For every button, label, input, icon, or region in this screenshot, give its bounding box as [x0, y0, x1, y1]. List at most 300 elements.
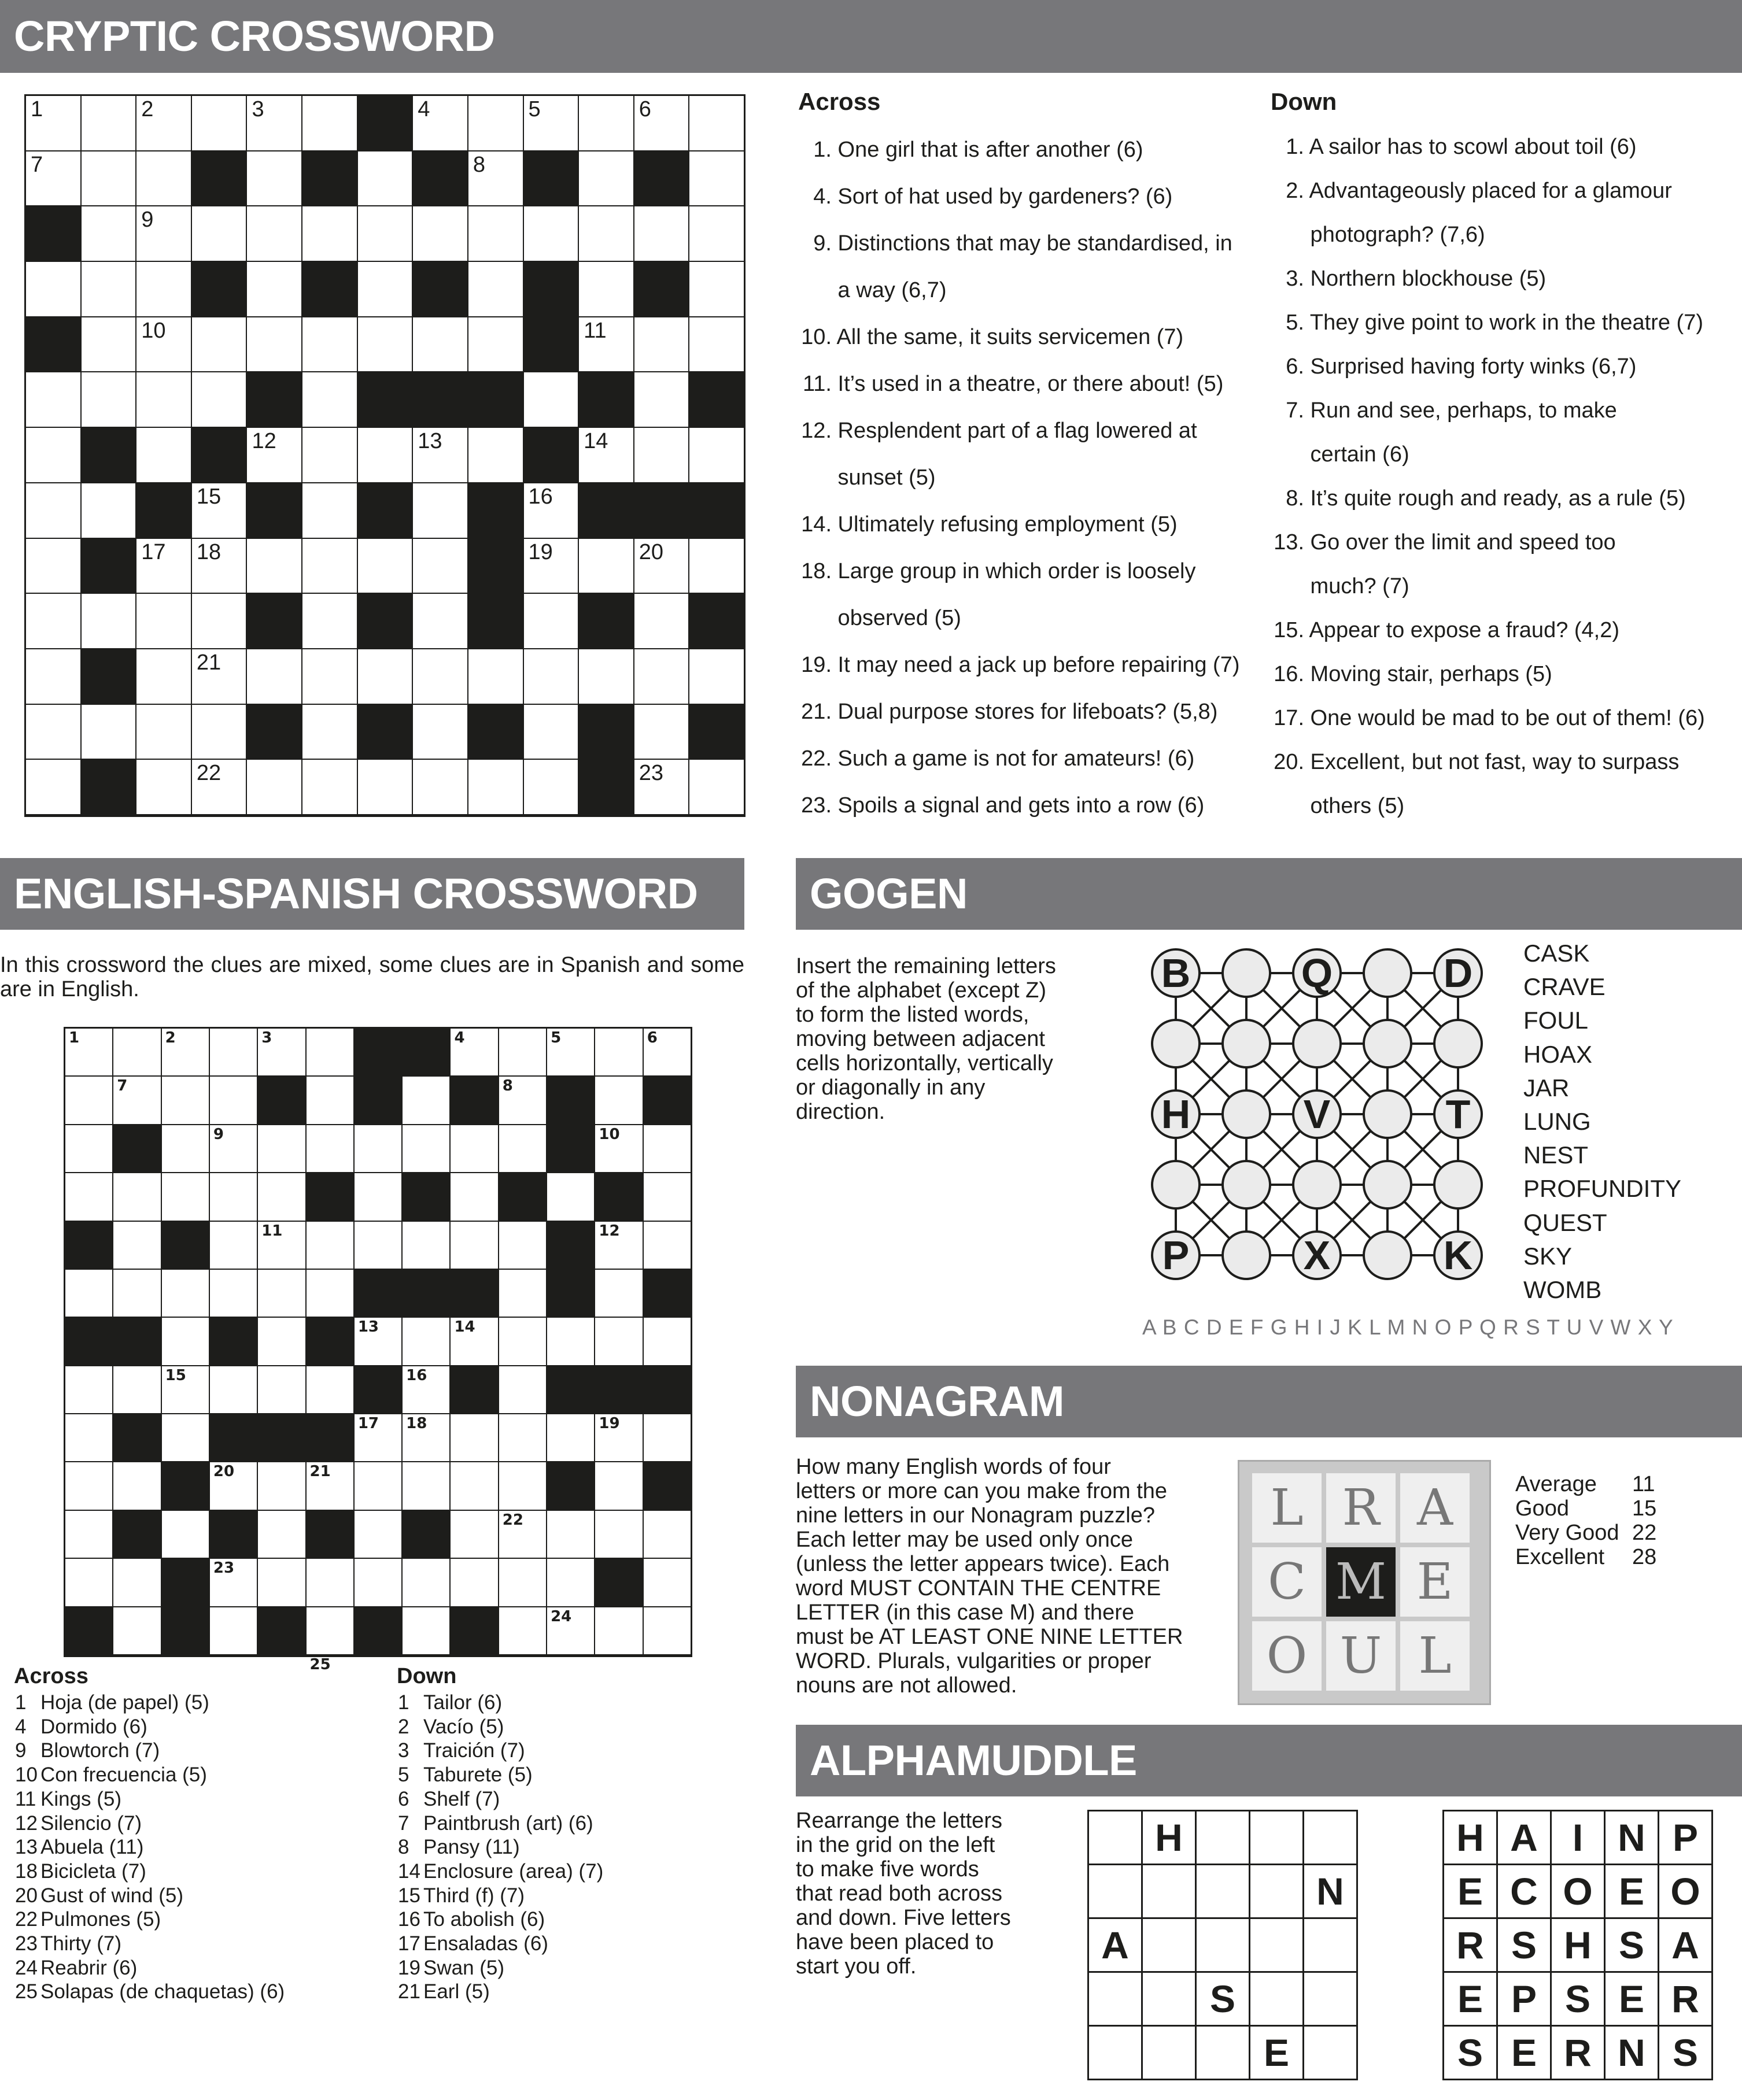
crossword-cell[interactable] [355, 1173, 401, 1220]
crossword-cell[interactable] [162, 1511, 209, 1558]
crossword-cell[interactable] [403, 1462, 449, 1509]
crossword-cell[interactable] [136, 428, 191, 482]
crossword-cell[interactable] [82, 317, 136, 372]
crossword-cell[interactable] [355, 1125, 401, 1172]
crossword-cell[interactable] [210, 1559, 257, 1606]
crossword-cell[interactable] [413, 206, 467, 261]
crossword-cell[interactable] [644, 1511, 691, 1558]
crossword-cell[interactable] [595, 1607, 642, 1654]
crossword-cell[interactable] [258, 1125, 305, 1172]
crossword-cell[interactable] [136, 262, 191, 316]
crossword-cell[interactable] [247, 206, 301, 261]
crossword-cell[interactable] [136, 372, 191, 427]
crossword-cell[interactable] [499, 1077, 546, 1123]
crossword-cell[interactable] [247, 262, 301, 316]
crossword-cell[interactable] [307, 1462, 353, 1509]
crossword-cell[interactable] [302, 372, 357, 427]
crossword-cell[interactable] [579, 206, 633, 261]
crossword-cell[interactable] [689, 151, 744, 206]
crossword-cell[interactable] [451, 1318, 497, 1365]
crossword-cell[interactable] [302, 705, 357, 759]
crossword-cell[interactable] [307, 1222, 353, 1269]
crossword-cell[interactable] [258, 1462, 305, 1509]
crossword-cell[interactable] [136, 760, 191, 814]
crossword-cell[interactable] [355, 1511, 401, 1558]
crossword-cell[interactable] [524, 539, 578, 593]
crossword-cell[interactable] [547, 1173, 594, 1220]
gogen-cell[interactable]: H [1151, 1089, 1201, 1139]
crossword-cell[interactable] [65, 1029, 112, 1075]
crossword-cell[interactable] [451, 1414, 497, 1461]
crossword-cell[interactable] [499, 1029, 546, 1075]
crossword-cell[interactable] [65, 1270, 112, 1317]
crossword-cell[interactable] [689, 649, 744, 704]
crossword-cell[interactable] [579, 649, 633, 704]
crossword-cell[interactable] [247, 649, 301, 704]
crossword-cell[interactable] [136, 539, 191, 593]
gogen-cell[interactable] [1221, 1230, 1271, 1280]
crossword-cell[interactable] [162, 1125, 209, 1172]
crossword-cell[interactable] [355, 1222, 401, 1269]
alphamuddle-cell[interactable] [1143, 2027, 1195, 2079]
crossword-cell[interactable] [136, 151, 191, 206]
crossword-cell[interactable] [358, 206, 412, 261]
crossword-cell[interactable] [595, 1462, 642, 1509]
crossword-cell[interactable] [113, 1222, 160, 1269]
crossword-cell[interactable] [547, 1511, 594, 1558]
crossword-cell[interactable] [192, 372, 246, 427]
alphamuddle-cell[interactable] [1250, 1973, 1302, 2025]
crossword-cell[interactable] [644, 1414, 691, 1461]
crossword-cell[interactable] [634, 649, 689, 704]
crossword-cell[interactable] [689, 539, 744, 593]
alphamuddle-cell[interactable]: E [1250, 2027, 1302, 2079]
crossword-cell[interactable] [547, 1414, 594, 1461]
alphamuddle-cell[interactable]: N [1304, 1865, 1356, 1917]
crossword-cell[interactable] [499, 1270, 546, 1317]
crossword-cell[interactable] [192, 594, 246, 648]
crossword-cell[interactable] [113, 1173, 160, 1220]
crossword-cell[interactable] [644, 1173, 691, 1220]
crossword-cell[interactable] [547, 1029, 594, 1075]
crossword-cell[interactable] [634, 760, 689, 814]
crossword-cell[interactable] [499, 1559, 546, 1606]
crossword-cell[interactable] [136, 96, 191, 150]
crossword-cell[interactable] [113, 1559, 160, 1606]
crossword-cell[interactable] [65, 1559, 112, 1606]
alphamuddle-cell[interactable] [1304, 1973, 1356, 2025]
gogen-cell[interactable] [1363, 1160, 1412, 1210]
crossword-cell[interactable] [689, 96, 744, 150]
crossword-cell[interactable] [499, 1462, 546, 1509]
gogen-cell[interactable] [1433, 1160, 1483, 1210]
alphamuddle-cell[interactable] [1089, 1865, 1141, 1917]
gogen-cell[interactable] [1221, 948, 1271, 998]
crossword-cell[interactable] [302, 206, 357, 261]
gogen-cell[interactable] [1221, 1019, 1271, 1069]
clue-number: 4 [15, 1715, 27, 1738]
crossword-cell[interactable] [689, 317, 744, 372]
crossword-cell[interactable] [358, 151, 412, 206]
crossword-cell[interactable] [644, 1607, 691, 1654]
alphamuddle-cell[interactable] [1250, 1865, 1302, 1917]
crossword-cell[interactable] [358, 317, 412, 372]
gogen-cell[interactable] [1363, 948, 1412, 998]
crossword-cell[interactable] [403, 1414, 449, 1461]
gogen-cell[interactable] [1292, 1160, 1342, 1210]
crossword-cell[interactable] [403, 1125, 449, 1172]
alphamuddle-cell[interactable] [1197, 1811, 1249, 1864]
crossword-cell[interactable] [162, 1029, 209, 1075]
crossword-cell[interactable] [451, 1125, 497, 1172]
gogen-cell[interactable] [1433, 1019, 1483, 1069]
crossword-cell[interactable] [403, 1077, 449, 1123]
crossword-cell[interactable] [524, 206, 578, 261]
alphamuddle-cell[interactable] [1304, 1919, 1356, 1971]
alphamuddle-cell[interactable] [1143, 1919, 1195, 1971]
crossword-cell[interactable] [579, 262, 633, 316]
crossword-cell[interactable] [468, 317, 523, 372]
gogen-cell[interactable]: D [1433, 948, 1483, 998]
crossword-cell[interactable] [547, 1607, 594, 1654]
crossword-cell[interactable] [26, 428, 80, 482]
alphamuddle-cell[interactable]: H [1143, 1811, 1195, 1864]
crossword-cell[interactable] [355, 1559, 401, 1606]
alphamuddle-cell[interactable] [1197, 1919, 1249, 1971]
crossword-cell[interactable] [307, 1607, 353, 1654]
crossword-cell[interactable] [413, 96, 467, 150]
crossword-cell[interactable] [634, 96, 689, 150]
crossword-cell[interactable] [634, 705, 689, 759]
crossword-cell[interactable] [689, 206, 744, 261]
crossword-cell[interactable] [82, 372, 136, 427]
crossword-cell[interactable] [499, 1511, 546, 1558]
crossword-cell[interactable] [210, 1607, 257, 1654]
crossword-cell[interactable] [136, 317, 191, 372]
crossword-cell[interactable] [403, 1318, 449, 1365]
crossword-cell[interactable] [499, 1607, 546, 1654]
gogen-board[interactable] [1145, 942, 1492, 1289]
alphamuddle-cell[interactable]: A [1089, 1919, 1141, 1971]
crossword-cell[interactable] [210, 1029, 257, 1075]
crossword-cell[interactable] [82, 151, 136, 206]
crossword-cell[interactable] [307, 1125, 353, 1172]
crossword-cell[interactable] [634, 317, 689, 372]
crossword-cell[interactable] [579, 151, 633, 206]
crossword-cell[interactable] [82, 594, 136, 648]
crossword-cell[interactable] [524, 705, 578, 759]
crossword-cell[interactable] [403, 1559, 449, 1606]
crossword-cell[interactable] [247, 539, 301, 593]
crossword-cell[interactable] [162, 1414, 209, 1461]
crossword-cell[interactable] [595, 1077, 642, 1123]
crossword-cell[interactable] [355, 1318, 401, 1365]
crossword-cell[interactable] [595, 1511, 642, 1558]
crossword-cell[interactable] [26, 594, 80, 648]
crossword-cell[interactable] [192, 483, 246, 538]
crossword-cell[interactable] [65, 1077, 112, 1123]
gogen-cell[interactable]: X [1292, 1230, 1342, 1280]
crossword-cell[interactable] [499, 1366, 546, 1413]
gogen-cell[interactable] [1292, 1019, 1342, 1069]
crossword-cell[interactable] [113, 1607, 160, 1654]
crossword-cell[interactable] [136, 705, 191, 759]
alphamuddle-cell[interactable] [1143, 1973, 1195, 2025]
crossword-cell[interactable] [595, 1222, 642, 1269]
crossword-cell[interactable] [451, 1462, 497, 1509]
crossword-cell[interactable] [162, 1366, 209, 1413]
crossword-cell[interactable] [258, 1222, 305, 1269]
crossword-cell[interactable] [644, 1222, 691, 1269]
alphamuddle-cell[interactable] [1304, 2027, 1356, 2079]
crossword-cell[interactable] [468, 151, 523, 206]
crossword-cell[interactable] [468, 206, 523, 261]
crossword-cell[interactable] [302, 594, 357, 648]
crossword-cell[interactable] [247, 96, 301, 150]
crossword-cell[interactable] [413, 649, 467, 704]
crossword-cell[interactable] [468, 760, 523, 814]
crossword-cell[interactable] [524, 483, 578, 538]
crossword-cell[interactable] [113, 1029, 160, 1075]
crossword-cell[interactable] [113, 1077, 160, 1123]
crossword-cell[interactable] [247, 151, 301, 206]
crossword-cell[interactable] [595, 1029, 642, 1075]
crossword-cell[interactable] [162, 1318, 209, 1365]
crossword-cell[interactable] [82, 705, 136, 759]
crossword-cell[interactable] [524, 594, 578, 648]
gogen-cell[interactable]: Q [1292, 948, 1342, 998]
crossword-cell[interactable] [82, 262, 136, 316]
crossword-cell[interactable] [468, 649, 523, 704]
crossword-cell[interactable] [499, 1318, 546, 1365]
crossword-cell[interactable] [258, 1173, 305, 1220]
crossword-cell[interactable] [113, 1462, 160, 1509]
gogen-cell[interactable] [1151, 1019, 1201, 1069]
crossword-cell[interactable] [358, 262, 412, 316]
crossword-cell[interactable] [113, 1270, 160, 1317]
crossword-cell[interactable] [65, 1173, 112, 1220]
crossword-cell[interactable] [524, 372, 578, 427]
gogen-cell[interactable] [1221, 1089, 1271, 1139]
crossword-cell[interactable] [210, 1173, 257, 1220]
crossword-cell[interactable] [26, 705, 80, 759]
gogen-cell[interactable]: P [1151, 1230, 1201, 1280]
crossword-cell[interactable] [65, 1462, 112, 1509]
crossword-cell[interactable] [192, 539, 246, 593]
crossword-cell[interactable] [644, 1559, 691, 1606]
crossword-cell[interactable] [162, 1270, 209, 1317]
crossword-cell[interactable] [595, 1270, 642, 1317]
crossword-cell[interactable] [413, 539, 467, 593]
crossword-cell[interactable] [65, 1511, 112, 1558]
crossword-cell[interactable] [113, 1366, 160, 1413]
crossword-cell[interactable] [499, 1414, 546, 1461]
crossword-cell[interactable] [192, 705, 246, 759]
alphamuddle-cell[interactable] [1304, 1811, 1356, 1864]
crossword-cell[interactable] [247, 317, 301, 372]
crossword-cell[interactable] [524, 649, 578, 704]
crossword-cell[interactable] [358, 760, 412, 814]
crossword-cell[interactable] [162, 1077, 209, 1123]
gogen-cell[interactable]: B [1151, 948, 1201, 998]
crossword-cell[interactable] [258, 1029, 305, 1075]
crossword-cell[interactable] [210, 1125, 257, 1172]
alphamuddle-cell[interactable] [1089, 2027, 1141, 2079]
crossword-cell[interactable] [413, 317, 467, 372]
crossword-cell[interactable] [302, 539, 357, 593]
crossword-cell[interactable] [451, 1222, 497, 1269]
crossword-cell[interactable] [26, 649, 80, 704]
crossword-cell[interactable] [247, 428, 301, 482]
crossword-cell[interactable] [307, 1270, 353, 1317]
gogen-cell[interactable] [1151, 1160, 1201, 1210]
crossword-cell[interactable] [468, 262, 523, 316]
crossword-cell[interactable] [26, 96, 80, 150]
alphamuddle-cell[interactable] [1197, 1865, 1249, 1917]
gogen-cell[interactable] [1363, 1230, 1412, 1280]
crossword-cell[interactable] [26, 539, 80, 593]
crossword-cell[interactable] [302, 428, 357, 482]
crossword-cell[interactable] [451, 1559, 497, 1606]
crossword-cell[interactable] [136, 649, 191, 704]
crossword-cell[interactable] [403, 1607, 449, 1654]
crossword-cell[interactable] [82, 206, 136, 261]
crossword-cell[interactable] [547, 1318, 594, 1365]
crossword-cell[interactable] [192, 317, 246, 372]
crossword-cell[interactable] [307, 1366, 353, 1413]
crossword-cell[interactable] [644, 1318, 691, 1365]
crossword-cell[interactable] [451, 1029, 497, 1075]
crossword-cell[interactable] [595, 1414, 642, 1461]
crossword-cell[interactable] [210, 1077, 257, 1123]
crossword-cell[interactable] [358, 428, 412, 482]
alphamuddle-cell[interactable] [1089, 1973, 1141, 2025]
gogen-cell[interactable]: V [1292, 1089, 1342, 1139]
crossword-cell[interactable] [136, 594, 191, 648]
gogen-cell[interactable]: T [1433, 1089, 1483, 1139]
crossword-cell[interactable] [499, 1222, 546, 1269]
crossword-cell[interactable] [65, 1125, 112, 1172]
crossword-cell[interactable] [579, 539, 633, 593]
alphamuddle-puzzle-grid[interactable] [1087, 1810, 1358, 2080]
crossword-cell[interactable] [524, 96, 578, 150]
gogen-cell[interactable]: K [1433, 1230, 1483, 1280]
crossword-cell[interactable] [26, 372, 80, 427]
crossword-cell[interactable] [413, 705, 467, 759]
spanish-crossword-grid[interactable] [64, 1027, 692, 1673]
crossword-cell[interactable] [579, 428, 633, 482]
gogen-cell[interactable] [1363, 1019, 1412, 1069]
crossword-cell[interactable] [247, 760, 301, 814]
alphamuddle-cell[interactable] [1197, 2027, 1249, 2079]
crossword-cell[interactable] [307, 1029, 353, 1075]
crossword-cell[interactable] [595, 1125, 642, 1172]
crossword-cell[interactable] [136, 206, 191, 261]
crossword-cell[interactable] [451, 1173, 497, 1220]
crossword-cell[interactable] [689, 262, 744, 316]
alphamuddle-cell[interactable] [1250, 1919, 1302, 1971]
crossword-cell[interactable] [355, 1462, 401, 1509]
crossword-cell[interactable] [302, 483, 357, 538]
crossword-cell[interactable] [468, 428, 523, 482]
alphamuddle-cell[interactable] [1089, 1811, 1141, 1864]
crossword-cell[interactable] [258, 1559, 305, 1606]
crossword-cell[interactable] [192, 760, 246, 814]
crossword-cell[interactable] [26, 760, 80, 814]
crossword-cell[interactable] [258, 1366, 305, 1413]
crossword-cell[interactable] [634, 539, 689, 593]
crossword-cell[interactable] [595, 1318, 642, 1365]
crossword-cell[interactable] [258, 1318, 305, 1365]
crossword-cell[interactable] [403, 1222, 449, 1269]
crossword-cell[interactable] [82, 483, 136, 538]
crossword-cell[interactable] [82, 96, 136, 150]
crossword-cell[interactable] [192, 96, 246, 150]
crossword-cell[interactable] [634, 428, 689, 482]
crossword-cell[interactable] [210, 1222, 257, 1269]
crossword-cell[interactable] [451, 1511, 497, 1558]
alphamuddle-cell[interactable] [1250, 1811, 1302, 1864]
crossword-cell[interactable] [210, 1366, 257, 1413]
crossword-cell[interactable] [644, 1029, 691, 1075]
crossword-cell[interactable] [65, 1366, 112, 1413]
crossword-cell[interactable] [26, 262, 80, 316]
crossword-cell[interactable] [302, 760, 357, 814]
alphamuddle-cell[interactable] [1143, 1865, 1195, 1917]
crossword-cell[interactable] [302, 96, 357, 150]
crossword-cell[interactable] [307, 1559, 353, 1606]
crossword-cell[interactable] [302, 649, 357, 704]
crossword-cell[interactable] [210, 1462, 257, 1509]
crossword-cell[interactable] [65, 1414, 112, 1461]
crossword-cell[interactable] [403, 1366, 449, 1413]
alphamuddle-cell[interactable]: S [1197, 1973, 1249, 2025]
crossword-cell[interactable] [689, 428, 744, 482]
crossword-cell[interactable] [547, 1559, 594, 1606]
crossword-cell[interactable] [524, 760, 578, 814]
gogen-cell[interactable] [1221, 1160, 1271, 1210]
crossword-cell[interactable] [307, 1077, 353, 1123]
gogen-cell[interactable] [1363, 1089, 1412, 1139]
crossword-cell[interactable] [26, 483, 80, 538]
crossword-cell[interactable] [634, 206, 689, 261]
crossword-cell[interactable] [413, 428, 467, 482]
crossword-cell[interactable] [258, 1270, 305, 1317]
cryptic-crossword-grid[interactable] [24, 94, 745, 817]
crossword-cell[interactable] [26, 151, 80, 206]
crossword-cell[interactable] [192, 206, 246, 261]
crossword-cell[interactable] [358, 649, 412, 704]
crossword-cell[interactable] [634, 594, 689, 648]
crossword-cell[interactable] [162, 1173, 209, 1220]
crossword-cell[interactable] [499, 1125, 546, 1172]
crossword-cell[interactable] [689, 760, 744, 814]
crossword-cell[interactable] [355, 1414, 401, 1461]
crossword-cell[interactable] [210, 1270, 257, 1317]
crossword-cell[interactable] [358, 539, 412, 593]
crossword-cell[interactable] [468, 96, 523, 150]
crossword-cell[interactable] [192, 649, 246, 704]
crossword-cell[interactable] [258, 1511, 305, 1558]
crossword-cell[interactable] [302, 317, 357, 372]
crossword-cell[interactable] [413, 483, 467, 538]
crossword-cell[interactable] [644, 1125, 691, 1172]
crossword-cell[interactable] [413, 594, 467, 648]
crossword-cell[interactable] [413, 760, 467, 814]
crossword-cell[interactable] [579, 317, 633, 372]
crossword-cell[interactable] [579, 96, 633, 150]
crossword-cell[interactable] [634, 372, 689, 427]
